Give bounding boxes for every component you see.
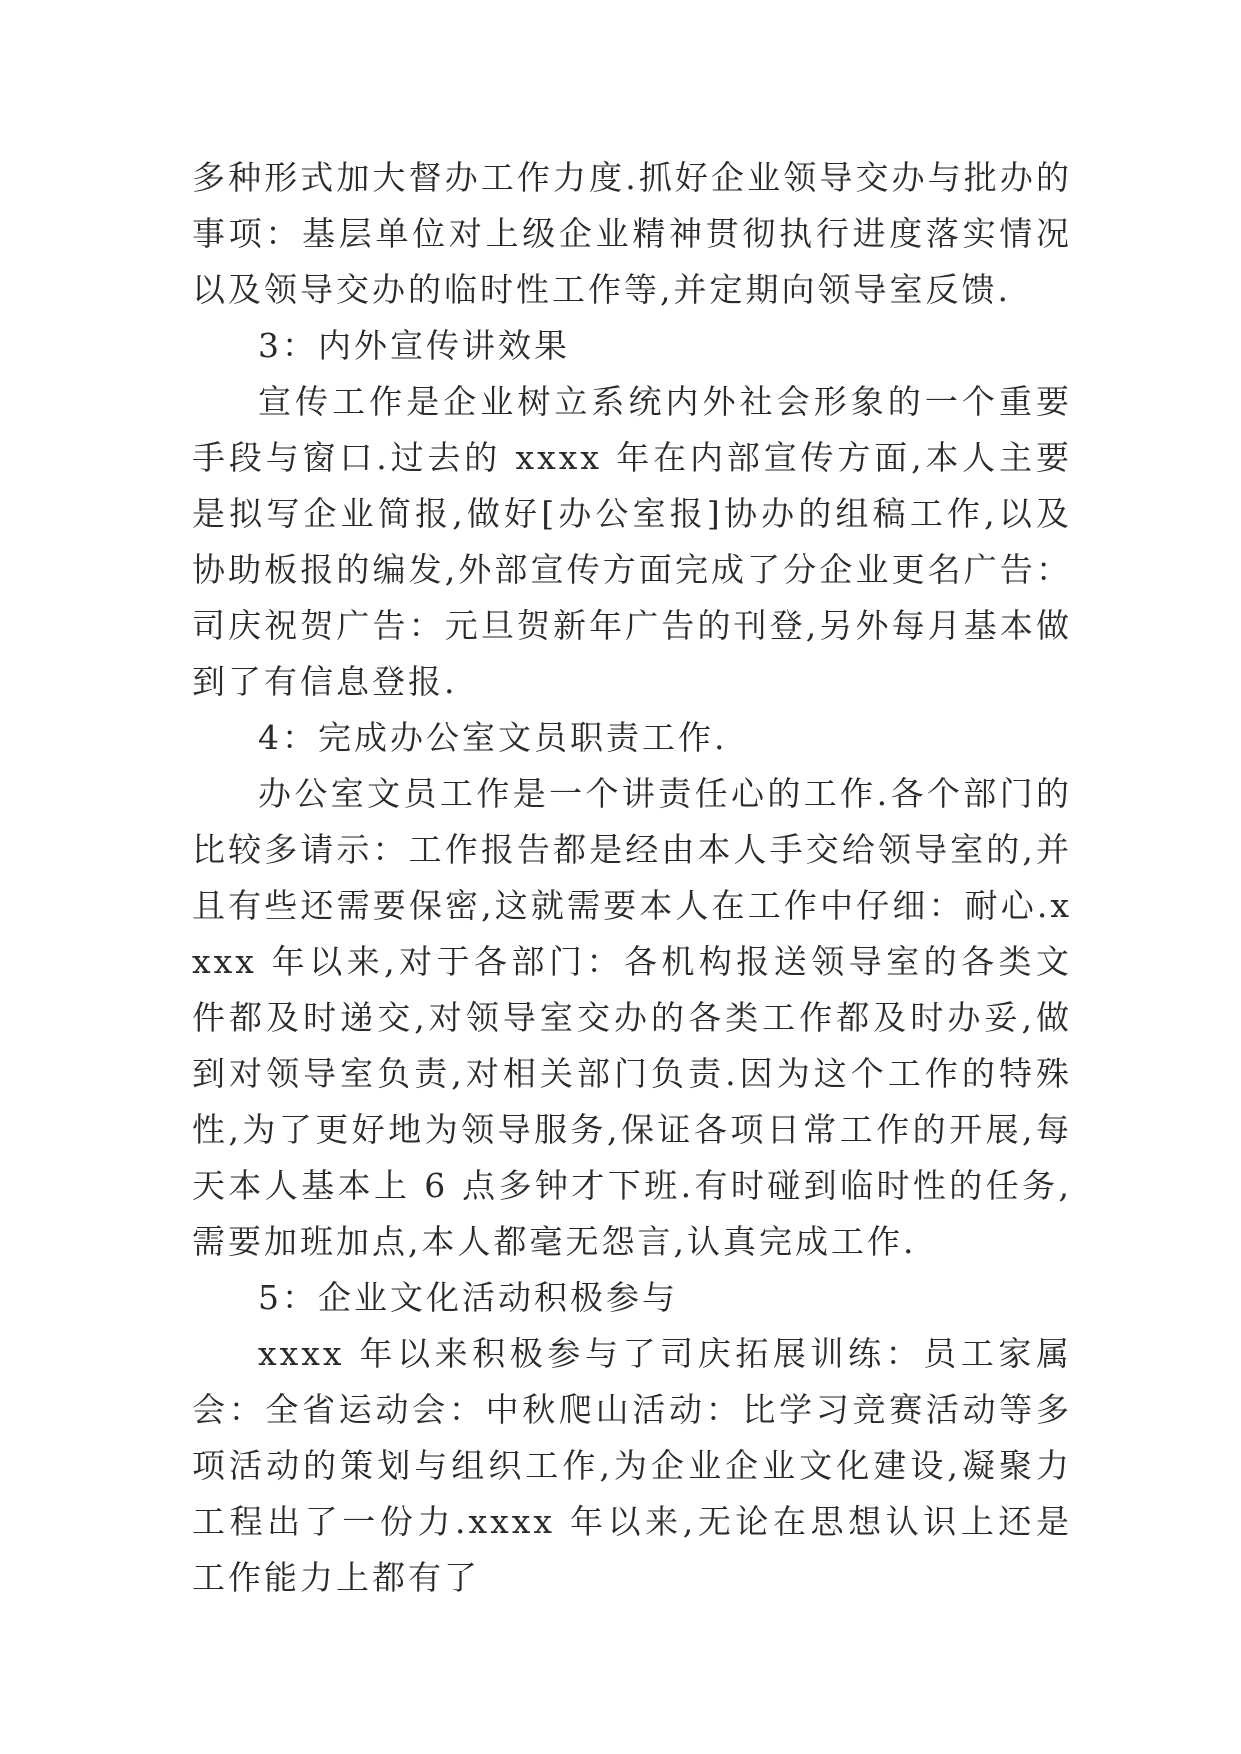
paragraph-publicity: 宣传工作是企业树立系统内外社会形象的一个重要手段与窗口.过去的 xxxx 年在内部宣传方面,本人主要是拟写企业简报,做好[办公室报]协办的组稿工作,以及协助板报的编发,外部宣传方面完成了分企业更名广告：司庆祝贺广告：元旦贺新年广告的刊登,另外每月基本做到了有信息登报. (192, 382, 1072, 701)
heading-culture-activities: 5：企业文化活动积极参与 (258, 1278, 678, 1317)
heading-clerk-duties: 4：完成办公室文员职责工作. (258, 718, 728, 757)
paragraph-clerk-duties: 办公室文员工作是一个讲责任心的工作.各个部门的比较多请示：工作报告都是经由本人手交给领导室的,并且有些还需要保密,这就需要本人在工作中仔细：耐心.xxxx 年以来,对于各部门：各机构报送领导室的各类文件都及时递交,对领导室交办的各类工作都及时办妥,做到对领导室负责,对相关部门负责.因为这个工作的特殊性,为了更好地为领导服务,保证各项日常工作的开展,每天本人基本上 6 点多钟才下班.有时碰到临时性的任务,需要加班加点,本人都毫无怨言,认真完成工作. (192, 774, 1072, 1261)
heading-publicity: 3：内外宣传讲效果 (258, 326, 570, 365)
paragraph-supervision: 多种形式加大督办工作力度.抓好企业领导交办与批办的事项：基层单位对上级企业精神贯彻执行进度落实情况以及领导交办的临时性工作等,并定期向领导室反馈. (192, 158, 1072, 309)
paragraph-culture-activities: xxxx 年以来积极参与了司庆拓展训练：员工家属会：全省运动会：中秋爬山活动：比学习竞赛活动等多项活动的策划与组织工作,为企业企业文化建设,凝聚力工程出了一份力.xxxx 年以来,无论在思想认识上还是工作能力上都有了 (192, 1334, 1072, 1597)
document-body (192, 150, 1072, 1606)
